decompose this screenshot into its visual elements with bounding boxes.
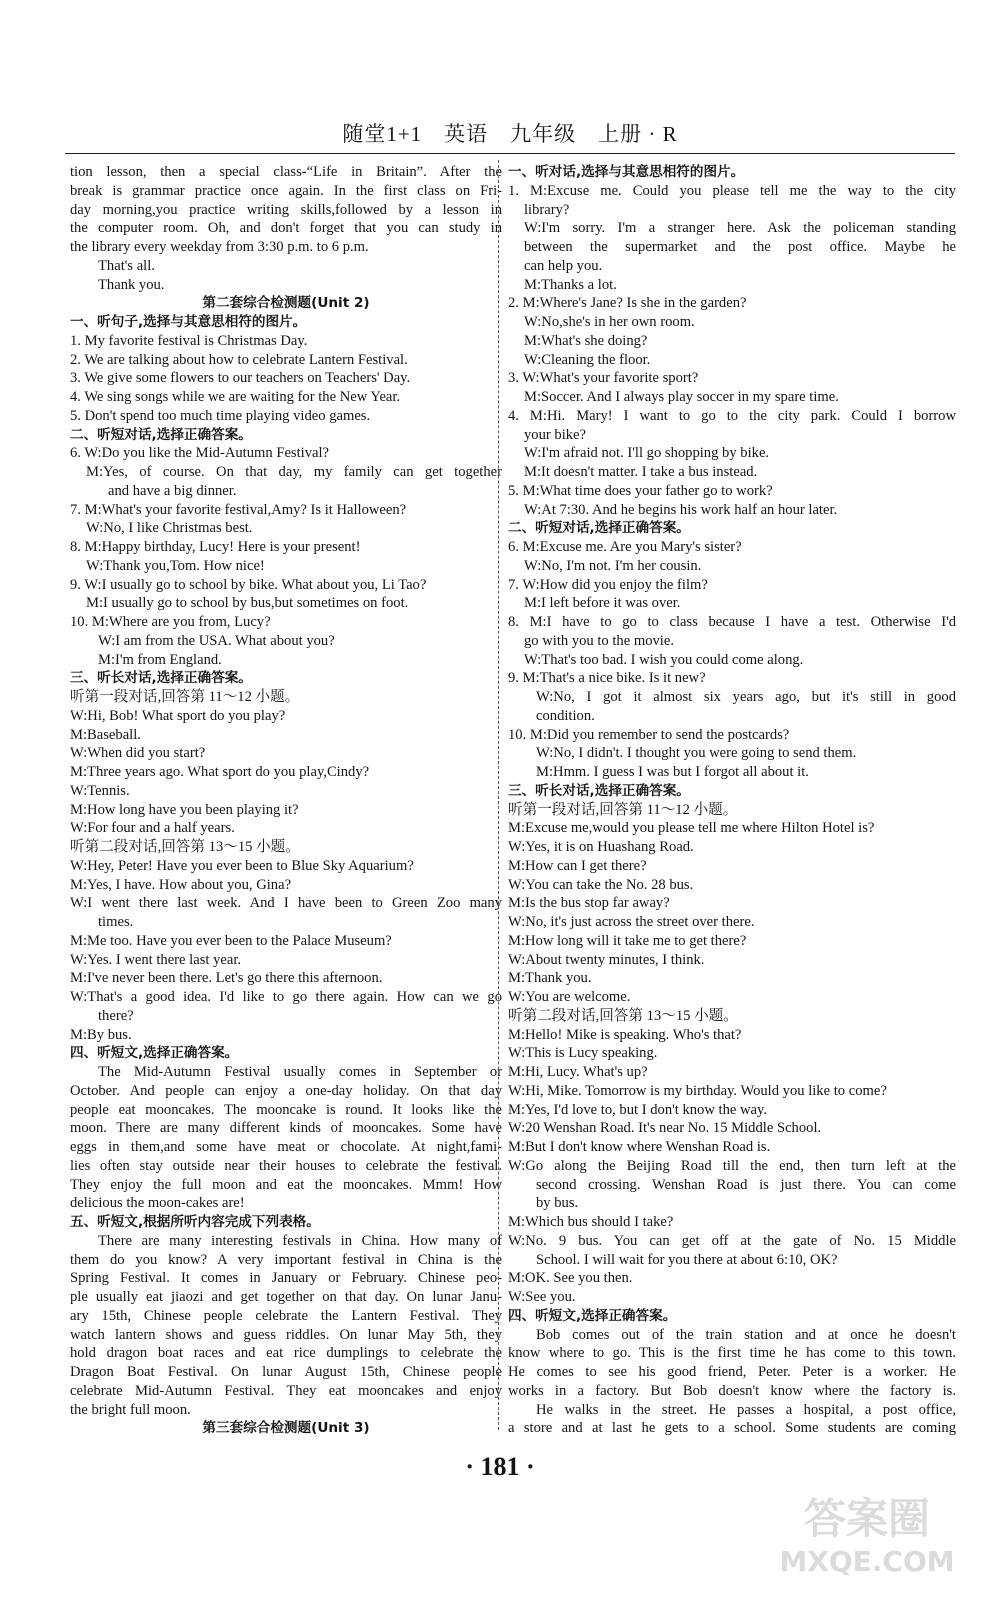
right-column-line: 一、听对话,选择与其意思相符的图片。: [508, 164, 745, 180]
left-column-line: M:By bus.: [70, 1026, 132, 1043]
header-rule: [65, 153, 955, 154]
right-column-line: 3. W:What's your favorite sport?: [508, 370, 699, 387]
left-column-line: M:Yes, of course. On that day, my family can get together: [86, 464, 502, 480]
left-column-line: M:Baseball.: [70, 726, 141, 743]
left-column-line: 听第一段对话,回答第 11～12 小题。: [70, 689, 300, 705]
right-column-line: 4. M:Hi. Mary! I want to go to the city park. Could I borrow: [508, 407, 956, 424]
left-column-line: W:No, I like Christmas best.: [86, 520, 253, 537]
left-column-line: 一、听句子,选择与其意思相符的图片。: [70, 314, 307, 330]
right-column-line: W:No, it's just across the street over there.: [508, 914, 755, 930]
right-column-line: M:Soccer. And I always play soccer in my spare time.: [524, 389, 839, 405]
left-column-line: 8. M:Happy birthday, Lucy! Here is your present!: [70, 539, 361, 555]
right-column-line: M:But I don't know where Wenshan Road is.: [508, 1139, 771, 1155]
right-column-line: W:Cleaning the floor.: [524, 351, 651, 368]
left-column-line: 3. We give some flowers to our teachers on Teachers' Day.: [70, 370, 411, 387]
right-column-line: M:Thank you.: [508, 970, 592, 987]
left-column-line: watch lantern shows and guess riddles. On lunar May 5th, they: [70, 1326, 502, 1343]
left-column-line: day morning,you practice writing skills,followed by a lesson in: [70, 201, 502, 218]
left-column-line: W:Hey, Peter! Have you ever been to Blue Sky Aquarium?: [70, 857, 414, 874]
right-column-line: W:About twenty minutes, I think.: [508, 951, 705, 968]
right-column-line: condition.: [536, 707, 595, 724]
right-column-line: works in a factory. But Bob doesn't know where the factory is.: [508, 1382, 956, 1399]
right-column-line: W:Yes, it is on Huashang Road.: [508, 839, 694, 855]
right-column-line: W:You can take the No. 28 bus.: [508, 876, 694, 893]
left-column-line: 第三套综合检测题(Unit 3): [202, 1420, 370, 1437]
right-column-line: M:Hi, Lucy. What's up?: [508, 1064, 648, 1080]
right-column-line: M:Which bus should I take?: [508, 1214, 674, 1230]
page-header: 随堂1+1 英语 九年级 上册 · R: [342, 122, 678, 146]
left-column-line: 9. W:I usually go to school by bike. What about you, Li Tao?: [70, 576, 427, 593]
watermark-logo: [762, 1485, 972, 1580]
left-column-line: Dragon Boat Festival. On lunar August 15th, Chinese people: [70, 1364, 502, 1380]
right-column-line: M:I left before it was over.: [524, 595, 681, 612]
left-column-line: Thank you.: [98, 276, 165, 293]
left-column-line: W:Tennis.: [70, 782, 130, 799]
right-column-line: can help you.: [524, 257, 603, 274]
left-column-line: the library every weekday from 3:30 p.m. to 6 p.m.: [70, 239, 369, 255]
left-column-line: W:Hi, Bob! What sport do you play?: [70, 707, 286, 724]
left-column-line: There are many interesting festivals in China. How many of: [98, 1232, 502, 1249]
left-column-line: 五、听短文,根据所听内容完成下列表格。: [70, 1214, 320, 1230]
left-column-line: W:For four and a half years.: [70, 820, 235, 837]
column-divider: [498, 160, 499, 1430]
left-column-line: W:That's a good idea. I'd like to go there again. How can we go: [70, 989, 502, 1005]
left-column-line: W:Thank you,Tom. How nice!: [86, 557, 265, 574]
right-column-line: by bus.: [536, 1195, 579, 1212]
left-column-line: They enjoy the full moon and eat the mooncakes. Mmm! How: [70, 1176, 502, 1193]
left-column-line: M:Yes, I have. How about you, Gina?: [70, 876, 292, 893]
left-column-line: W:Yes. I went there last year.: [70, 951, 242, 968]
left-column-line: the computer room. Oh, and don't forget that you can study in: [70, 220, 502, 237]
right-column-line: a store and at last he gets to a school. Some students are coming: [508, 1420, 956, 1437]
left-column-line: M:I've never been there. Let's go there this afternoon.: [70, 970, 383, 987]
right-column-line: go with you to the movie.: [524, 632, 674, 649]
right-column-line: School. I will wait for you there at about 6:10, OK?: [536, 1251, 838, 1268]
left-column-line: That's all.: [98, 257, 155, 274]
right-column: [508, 163, 956, 1438]
right-column-line: W:No, I didn't. I thought you were going to send them.: [536, 745, 857, 762]
left-column-line: 二、听短对话,选择正确答案。: [70, 426, 252, 443]
watermark-line1: 答案圈: [803, 1494, 931, 1543]
right-column-line: 7. W:How did you enjoy the film?: [508, 576, 708, 593]
right-column-line: He walks in the street. He passes a hospital, a post office,: [536, 1401, 956, 1418]
right-column-line: W:No, I'm not. I'm her cousin.: [524, 557, 702, 574]
right-column-line: W:That's too bad. I wish you could come along.: [524, 651, 804, 668]
left-column-line: 四、听短文,选择正确答案。: [70, 1045, 239, 1062]
right-column-line: 9. M:That's a nice bike. Is it new?: [508, 670, 706, 687]
right-column-line: second crossing. Wenshan Road is just there. You can come: [536, 1176, 956, 1193]
right-column-line: W:No, I got it almost six years ago, but it's still in good: [536, 689, 956, 705]
left-column-line: 1. My favorite festival is Christmas Day.: [70, 332, 308, 349]
left-column-line: M:How long have you been playing it?: [70, 801, 299, 818]
left-column-line: hold dragon boat races and eat rice dumplings to celebrate the: [70, 1345, 502, 1362]
right-column-line: 三、听长对话,选择正确答案。: [508, 782, 690, 799]
left-column-line: M:I'm from England.: [98, 651, 222, 668]
left-column-line: delicious the moon-cakes are!: [70, 1195, 245, 1212]
left-column-line: the bright full moon.: [70, 1401, 191, 1418]
left-column-line: lies often stay outside near their houses to celebrate the festival.: [70, 1157, 502, 1174]
right-column-line: M:Yes, I'd love to, but I don't know the way.: [508, 1101, 768, 1118]
right-column-line: 四、听短文,选择正确答案。: [508, 1307, 677, 1324]
left-column: [70, 163, 502, 1438]
right-column-line: know where to go. This is the first time he has come to this town.: [508, 1345, 956, 1362]
left-column-line: ple usually eat jiaozi and get together on that day. On lunar Janu-: [70, 1289, 502, 1305]
left-column-line: W:I went there last week. And I have been to Green Zoo many: [70, 895, 502, 912]
right-column-line: M:Hmm. I guess I was but I forgot all about it.: [536, 764, 809, 780]
left-column-line: break is grammar practice once again. In the first class on Fri-: [70, 182, 502, 199]
right-column-line: W:20 Wenshan Road. It's near No. 15 Middle School.: [508, 1120, 822, 1137]
right-column-line: 听第二段对话,回答第 13～15 小题。: [508, 1007, 738, 1024]
left-column-line: eggs in them,and some have meat or chocolate. At night,fami-: [70, 1139, 502, 1155]
right-column-line: W:No,she's in her own room.: [524, 314, 695, 330]
right-column-line: M:Hello! Mike is speaking. Who's that?: [508, 1026, 742, 1043]
left-column-line: W:I am from the USA. What about you?: [98, 632, 335, 649]
left-column-line: M:I usually go to school by bus,but sometimes on foot.: [86, 595, 409, 612]
right-column-line: W:Hi, Mike. Tomorrow is my birthday. Would you like to come?: [508, 1082, 887, 1099]
right-column-line: Bob comes out of the train station and at once he doesn't: [536, 1326, 956, 1343]
right-column-line: W:No. 9 bus. You can get off at the gate of No. 15 Middle: [508, 1232, 956, 1249]
left-column-line: Spring Festival. It comes in January or February. Chinese peo-: [70, 1270, 502, 1287]
right-column-line: M:What's she doing?: [524, 332, 648, 349]
right-column-line: M:How long will it take me to get there?: [508, 932, 747, 949]
left-column-line: M:Me too. Have you ever been to the Palace Museum?: [70, 932, 392, 949]
left-column-line: 4. We sing songs while we are waiting for the New Year.: [70, 389, 401, 405]
right-column-line: M:OK. See you then.: [508, 1270, 633, 1287]
right-column-line: between the supermarket and the post office. Maybe he: [524, 239, 956, 255]
left-column-line: 10. M:Where are you from, Lucy?: [70, 614, 271, 630]
left-column-line: The Mid-Autumn Festival usually comes in September or: [98, 1064, 502, 1080]
left-column-line: 听第二段对话,回答第 13～15 小题。: [70, 839, 300, 855]
right-column-line: 8. M:I have to go to class because I have a test. Otherwise I'd: [508, 614, 956, 630]
right-column-line: W:I'm afraid not. I'll go shopping by bike.: [524, 445, 770, 462]
right-column-line: library?: [524, 201, 570, 218]
left-column-line: people eat mooncakes. The mooncake is round. It looks like the: [70, 1101, 502, 1118]
left-column-line: ary 15th, Chinese people celebrate the Lantern Festival. They: [70, 1307, 502, 1324]
watermark-line2: MXQE.COM: [779, 1545, 955, 1578]
right-column-line: M:Excuse me,would you please tell me where Hilton Hotel is?: [508, 820, 875, 837]
right-column-line: M:It doesn't matter. I take a bus instead.: [524, 464, 758, 480]
left-column-line: tion lesson, then a special class-“Life in Britain”. After the: [70, 164, 502, 180]
right-column-line: W:At 7:30. And he begins his work half an hour later.: [524, 501, 838, 518]
left-column-line: there?: [98, 1007, 134, 1024]
right-column-line: W:Go along the Beijing Road till the end, then turn left at the: [508, 1157, 956, 1174]
left-column-line: celebrate Mid-Autumn Festival. They eat mooncakes and enjoy: [70, 1382, 502, 1399]
right-column-line: 听第一段对话,回答第 11～12 小题。: [508, 801, 738, 818]
right-column-line: 10. M:Did you remember to send the postcards?: [508, 726, 790, 743]
right-column-line: 1. M:Excuse me. Could you please tell me the way to the city: [508, 182, 956, 199]
right-column-line: M:Is the bus stop far away?: [508, 895, 670, 912]
left-column-line: and have a big dinner.: [108, 482, 237, 499]
left-column-line: October. And people can enjoy a one-day holiday. On that day: [70, 1082, 502, 1099]
right-column-line: 5. M:What time does your father go to work?: [508, 482, 773, 499]
left-column-line: 第二套综合检测题(Unit 2): [202, 295, 370, 312]
left-column-line: 三、听长对话,选择正确答案。: [70, 670, 252, 687]
left-column-line: moon. There are many different kinds of mooncakes. Some have: [70, 1120, 502, 1137]
right-column-line: 二、听短对话,选择正确答案。: [508, 520, 690, 537]
left-column-line: 7. M:What's your favorite festival,Amy? Is it Halloween?: [70, 501, 407, 518]
right-column-line: 6. M:Excuse me. Are you Mary's sister?: [508, 539, 742, 555]
right-column-line: W:You are welcome.: [508, 989, 631, 1005]
left-column-line: W:When did you start?: [70, 745, 206, 762]
left-column-line: them do you know? A very important festival in China is the: [70, 1251, 502, 1268]
right-column-line: W:This is Lucy speaking.: [508, 1045, 658, 1062]
right-column-line: M:How can I get there?: [508, 857, 647, 874]
right-column-line: 2. M:Where's Jane? Is she in the garden?: [508, 295, 747, 312]
right-column-line: M:Thanks a lot.: [524, 276, 617, 293]
right-column-line: He comes to see his good friend, Peter. Peter is a worker. He: [508, 1364, 956, 1380]
left-column-line: 5. Don't spend too much time playing video games.: [70, 407, 371, 424]
right-column-line: W:See you.: [508, 1289, 576, 1305]
right-column-line: W:I'm sorry. I'm a stranger here. Ask the policeman standing: [524, 220, 956, 237]
left-column-line: times.: [98, 914, 134, 930]
left-column-line: M:Three years ago. What sport do you play,Cindy?: [70, 764, 370, 780]
left-column-line: 2. We are talking about how to celebrate Lantern Festival.: [70, 351, 408, 368]
right-column-line: your bike?: [524, 426, 587, 443]
page-number: · 181 ·: [465, 1452, 535, 1481]
left-column-line: 6. W:Do you like the Mid-Autumn Festival?: [70, 445, 330, 462]
